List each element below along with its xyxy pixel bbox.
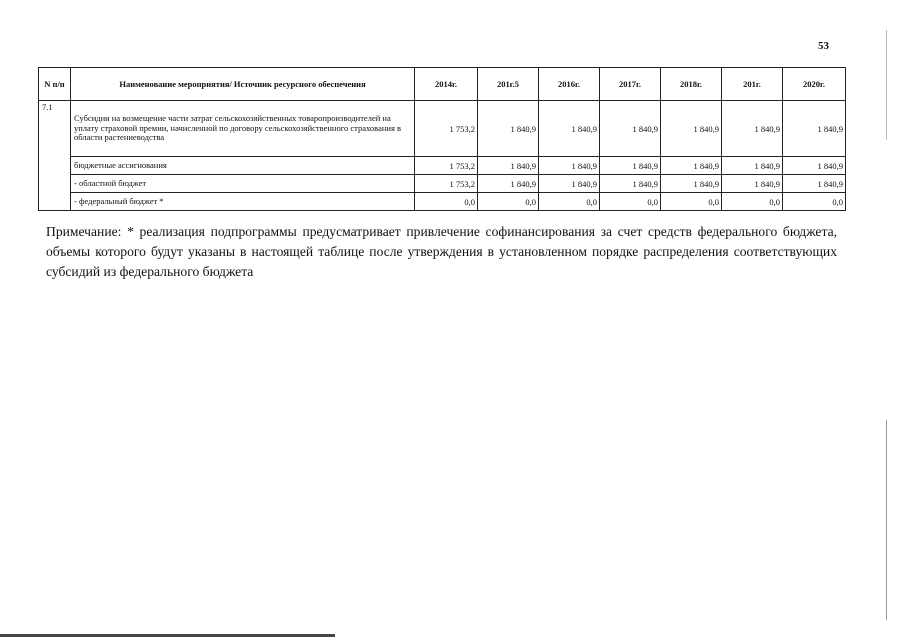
- scan-bottom-line: [0, 634, 335, 637]
- cell-value: 1 840,9: [661, 157, 722, 175]
- cell-value: 1 840,9: [600, 157, 661, 175]
- cell-value: 1 840,9: [783, 175, 846, 193]
- header-year: 2014г.: [415, 68, 478, 101]
- header-year: 2020г.: [783, 68, 846, 101]
- row-number: 7.1: [39, 101, 71, 211]
- cell-value: 1 753,2: [415, 101, 478, 157]
- header-name: Наименование мероприятия/ Источник ресурсного обеспечения: [71, 68, 415, 101]
- cell-value: 0,0: [539, 193, 600, 211]
- cell-value: 1 840,9: [722, 101, 783, 157]
- cell-value: 0,0: [661, 193, 722, 211]
- scan-edge-line: [886, 420, 887, 620]
- cell-value: 1 840,9: [783, 157, 846, 175]
- header-num: N п/п: [39, 68, 71, 101]
- cell-value: 0,0: [600, 193, 661, 211]
- cell-value: 0,0: [783, 193, 846, 211]
- footnote: Примечание: * реализация подпрограммы предусматривает привлечение софинансирования за счет средств федерального бюджета, объемы которого будут указаны в настоящей таблице после утверждения в установленном порядке распределения соответствующих субсидий из федерального бюджета: [46, 224, 837, 279]
- page-number: 53: [818, 40, 829, 52]
- table-row: [39, 157, 846, 175]
- cell-value: 1 840,9: [478, 101, 539, 157]
- cell-value: 1 840,9: [478, 175, 539, 193]
- table-header-row: [39, 68, 846, 101]
- row-name: - областной бюджет: [71, 175, 415, 193]
- cell-value: 0,0: [415, 193, 478, 211]
- row-name: бюджетные ассигнования: [71, 157, 415, 175]
- scan-edge-line: [886, 30, 887, 140]
- cell-value: 1 840,9: [722, 175, 783, 193]
- cell-value: 1 840,9: [722, 157, 783, 175]
- budget-table: [38, 67, 846, 211]
- header-year: 201г.: [722, 68, 783, 101]
- cell-value: 1 840,9: [539, 101, 600, 157]
- table-row: [39, 175, 846, 193]
- row-name: Субсидии на возмещение части затрат сельскохозяйственных товаропроизводителей на уплату страховой премии, начисленной по договору сельскохозяйственного страхования в области растениеводства: [71, 101, 415, 157]
- cell-value: 1 840,9: [661, 175, 722, 193]
- cell-value: 0,0: [722, 193, 783, 211]
- header-year: 2016г.: [539, 68, 600, 101]
- header-year: 201г.5: [478, 68, 539, 101]
- cell-value: 1 840,9: [783, 101, 846, 157]
- cell-value: 1 840,9: [661, 101, 722, 157]
- row-name: - федеральный бюджет *: [71, 193, 415, 211]
- table-row: [39, 193, 846, 211]
- header-year: 2018г.: [661, 68, 722, 101]
- cell-value: 1 840,9: [600, 101, 661, 157]
- cell-value: 1 840,9: [600, 175, 661, 193]
- cell-value: 1 840,9: [478, 157, 539, 175]
- cell-value: 1 753,2: [415, 157, 478, 175]
- cell-value: 1 840,9: [539, 175, 600, 193]
- cell-value: 0,0: [478, 193, 539, 211]
- cell-value: 1 840,9: [539, 157, 600, 175]
- header-year: 2017г.: [600, 68, 661, 101]
- cell-value: 1 753,2: [415, 175, 478, 193]
- table-row: [39, 101, 846, 157]
